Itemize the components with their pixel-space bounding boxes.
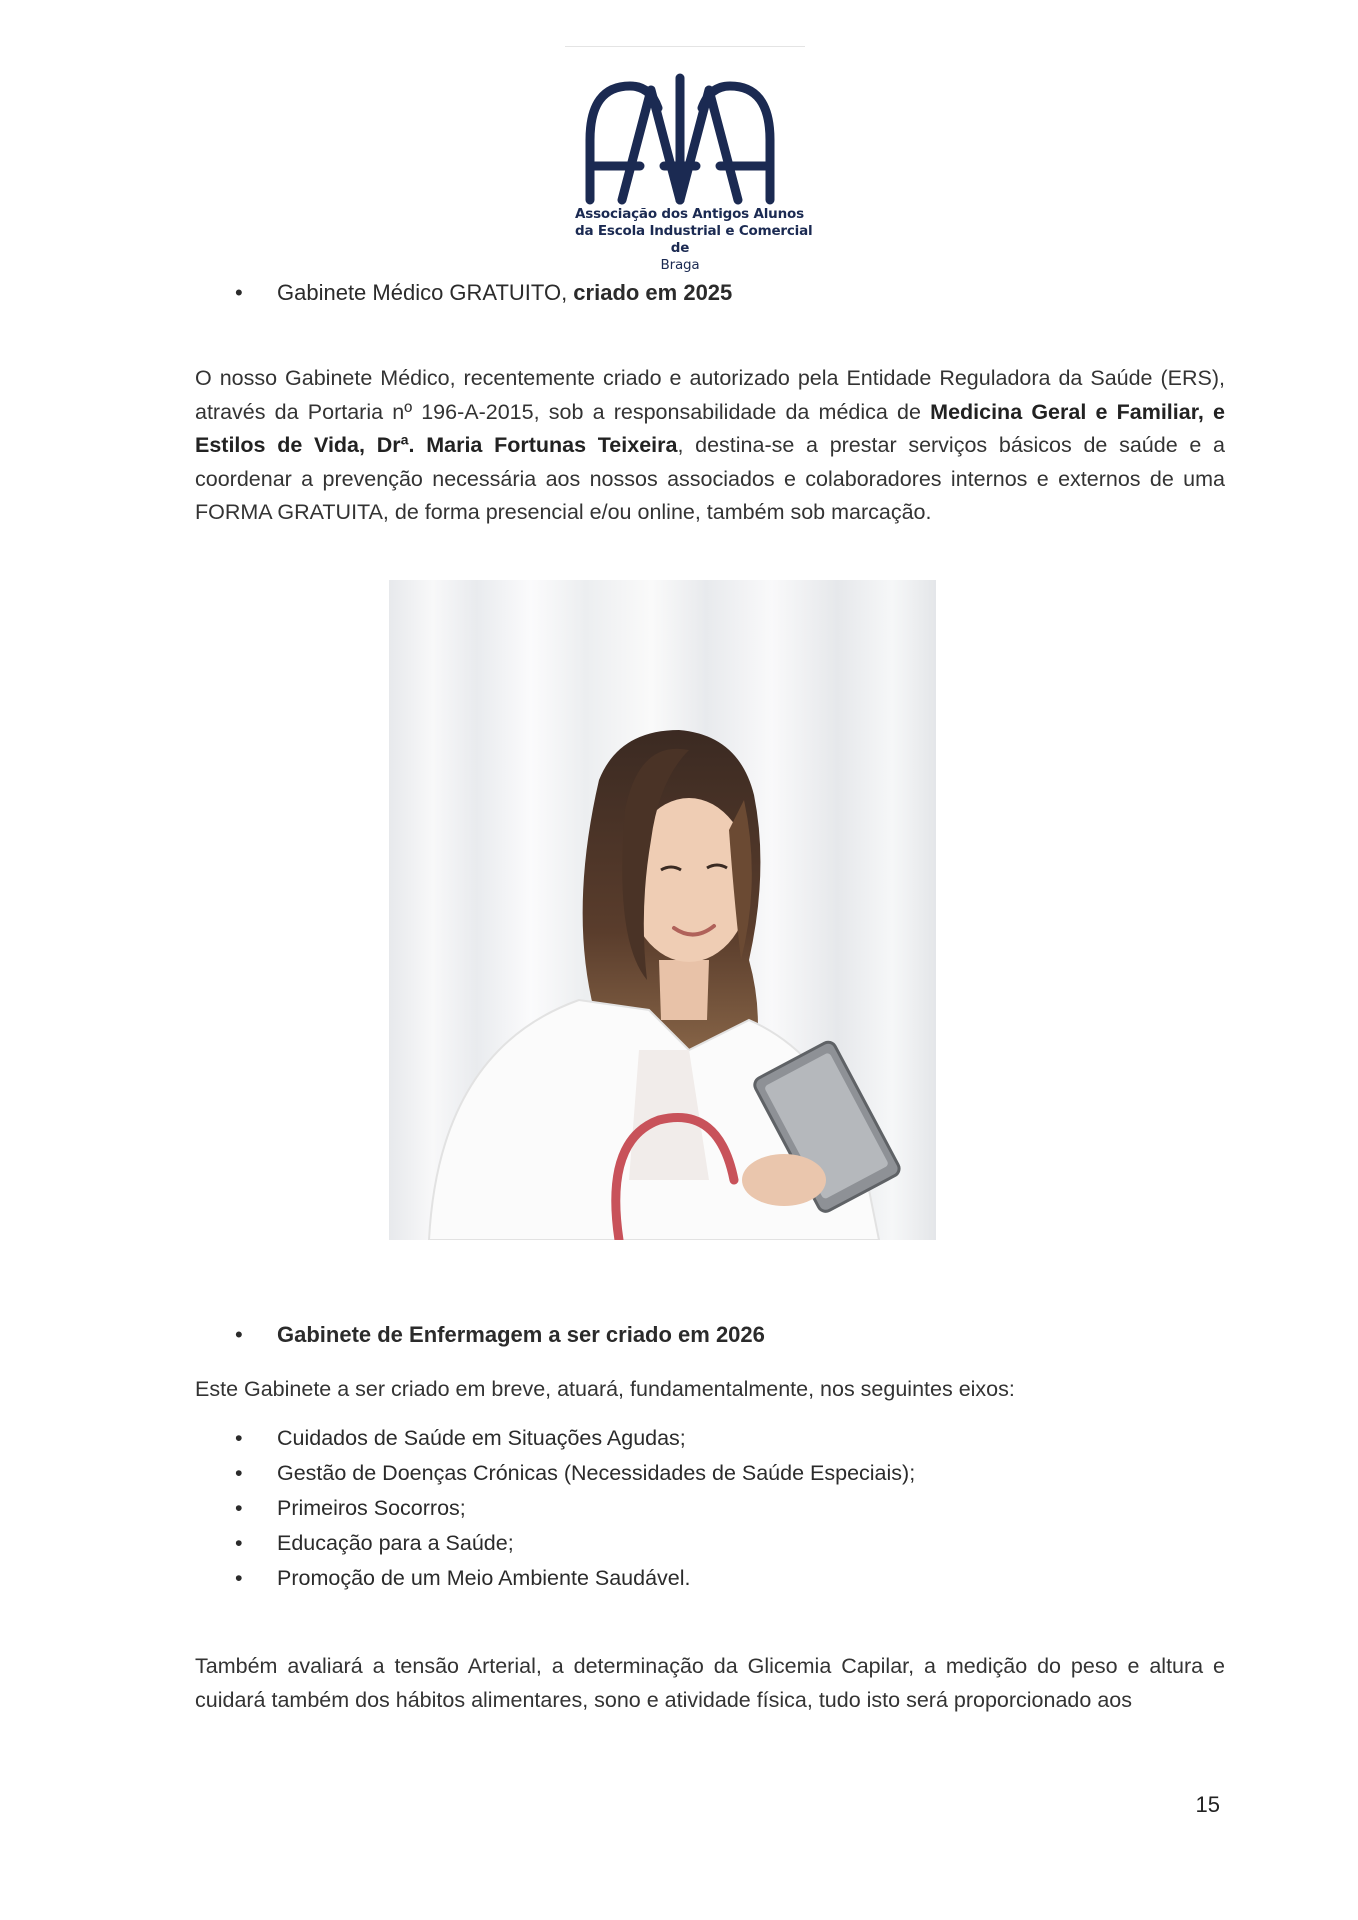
paragraph-doctor: Medicina Geral e Familiar, e Estilos de Vida, Drª. Maria Fortunas Teixeira — [195, 399, 1226, 457]
list-item-text: Cuidados de Saúde em Situações Agudas; — [277, 1426, 686, 1450]
section-heading-text — [277, 280, 732, 306]
org-name-line3: de — [670, 240, 690, 256]
bullet-icon: • — [235, 1426, 243, 1450]
org-name-line1: Associação dos Antigos Alunos — [575, 206, 804, 222]
bullet-icon: • — [235, 1461, 243, 1485]
nursing-services-paragraph: Também avaliará a tensão Arterial, a determinação da Glicemia Capilar, a medição do peso e altura e cuidará também dos hábitos alimentares, sono e atividade física, tudo isto será proporcionado aos — [195, 1654, 1225, 1712]
list-item — [195, 1496, 1195, 1531]
bullet-icon: • — [235, 280, 243, 305]
heading-bold: criado em 2025 — [573, 280, 733, 305]
paragraph-part1: O nosso Gabinete Médico, recentemente criado e autorizado pela Entidade Reguladora da Saúde (ERS), através da Portaria nº 196-A-2015, sob a responsabilidade da médica de — [195, 366, 1225, 424]
org-name-line4: Braga — [660, 257, 700, 273]
list-item — [195, 1426, 1195, 1461]
list-item-text: Gestão de Doenças Crónicas (Necessidades de Saúde Especiais); — [277, 1461, 916, 1485]
list-item — [195, 1461, 1195, 1496]
org-logo — [575, 68, 813, 274]
list-item — [195, 1566, 1195, 1601]
list-item — [195, 1531, 1195, 1566]
org-name — [575, 206, 813, 274]
bullet-icon: • — [235, 1496, 243, 1520]
list-item-text: Primeiros Socorros; — [277, 1496, 466, 1520]
page-number: 15 — [1195, 1792, 1220, 1817]
medical-office-paragraph — [195, 362, 1225, 530]
heading-regular: Gabinete Médico GRATUITO, — [277, 280, 574, 305]
bullet-icon: • — [235, 1531, 243, 1555]
header-divider — [565, 46, 805, 47]
doctor-photo — [389, 580, 936, 1240]
aaa-logo-icon — [580, 68, 780, 206]
bullet-icon: • — [235, 1566, 243, 1590]
list-item-text: Promoção de um Meio Ambiente Saudável. — [277, 1566, 691, 1590]
nursing-intro: Este Gabinete a ser criado em breve, atuará, fundamentalmente, nos seguintes eixos: — [195, 1377, 1015, 1401]
list-item-text: Educação para a Saúde; — [277, 1531, 514, 1555]
paragraph-part2: , destina-se a prestar serviços básicos de saúde e a coordenar a prevenção necessária aos nossos associados e colaboradores internos e externos de uma FORMA GRATUITA, de forma presencial e/ou online, também sob marcação. — [195, 433, 1225, 524]
doctor-portrait-image — [389, 580, 936, 1240]
bullet-icon: • — [235, 1322, 243, 1347]
nursing-axes-list — [195, 1426, 1195, 1601]
org-name-line2: da Escola Industrial e Comercial — [575, 223, 813, 239]
section-heading-text: Gabinete de Enfermagem a ser criado em 2026 — [277, 1322, 765, 1347]
